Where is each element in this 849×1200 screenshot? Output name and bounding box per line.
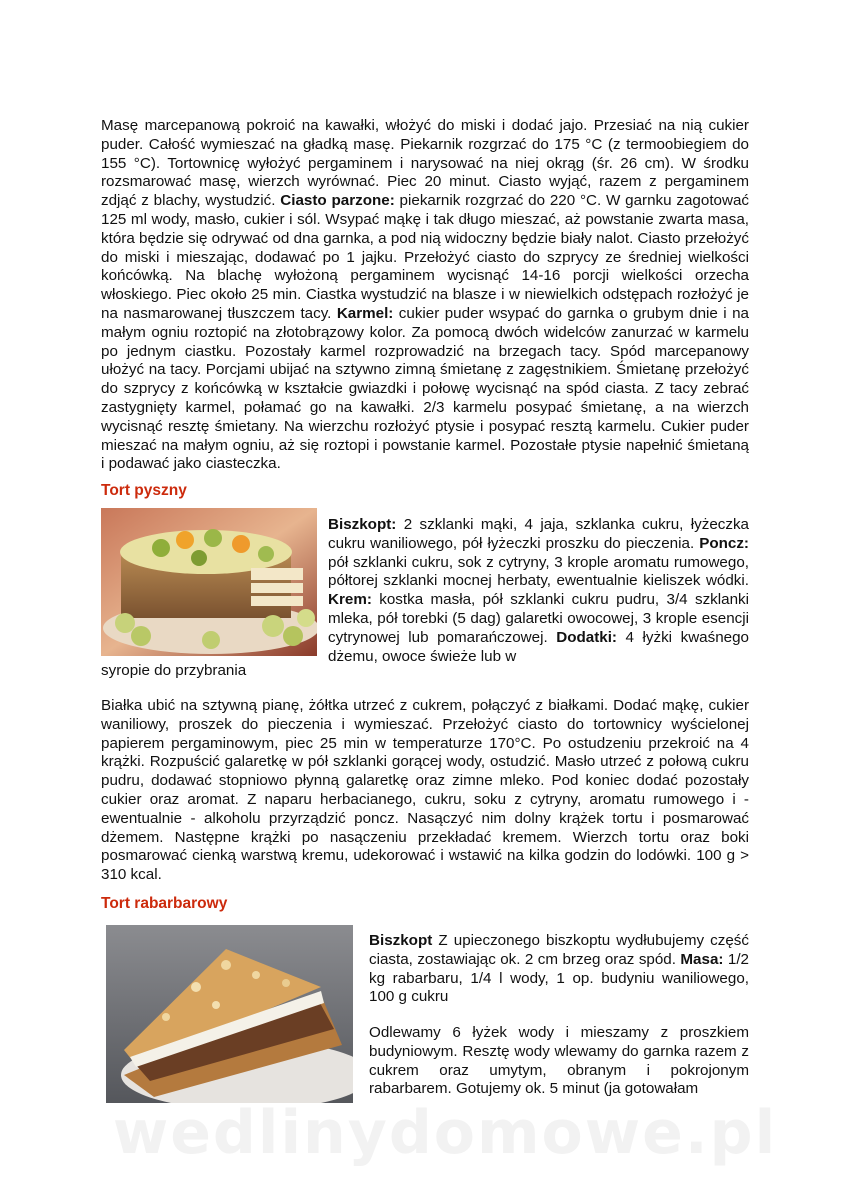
tort-pyszny-photo [101, 508, 317, 656]
label-ciasto-parzone: Ciasto parzone: [280, 192, 395, 210]
cake-slice-image [106, 925, 353, 1103]
tort-pyszny-method: Białka ubić na sztywną pianę, żółtka utrzeć z cukrem, połączyć z białkami. Dodać mąkę, cukier waniliowy, proszek do pieczenia i wymieszać. Przełożyć ciasto do tortownicy wyścielonej papierem pergaminowym, piec 25 min w temperaturze 170°C. Po ostudzeniu przekroić na 4 krążki. Rozpuścić galaretkę w pół szklanki gorącej wody, ostudzić. Masło utrzeć z połową cukru pudru, dodawać stopniowo płynną galaretkę oraz zimne mleko. Pod koniec dodać pozostały cukier oraz aromat. Z naparu herbacianego, cukru, soku z cytryny, aromatu rumowego i - ewentualnie - alkoholu przyrządzić poncz. Nasączyć nim dolny krążek tortu i posmarować dżemem. Następne krążki po nasączeniu przekładać kremem. Wierzch tortu oraz boki posmarować cienką warstwą kremu, udekorować i wstawić na kilka godzin do lodówki. 100 g > 310 kcal. [101, 697, 749, 884]
label-karmel: Karmel: [336, 304, 394, 322]
recipe-title-tort-pyszny: Tort pyszny [101, 482, 187, 499]
recipe-title-tort-rabarbarowy: Tort rabarbarowy [101, 895, 228, 912]
cake-image [101, 508, 317, 656]
site-watermark: wedlinydomowe.pl [112, 1098, 778, 1168]
tort-rabarbarowy-method: Odlewamy 6 łyżek wody i mieszamy z proszkiem budyniowym. Resztę wody wlewamy do garnka razem z cukrem oraz umytym, obranym i pokrojonym rabarbarem. Gotujemy ok. 5 minut (ja gotowałam [369, 1024, 749, 1098]
tort-pyszny-ingredients: Biszkopt: 2 szklanki mąki, 4 jaja, szklanka cukru, łyżeczka cukru waniliowego, pół łyżeczki proszku do pieczenia. Poncz: pół szklanki cukru, sok z cytryny, 3 krople aromatu rumowego, półtorej szklanki mocnej herbaty, ewentualnie kieliszek wódki. Krem: kostka masła, pół szklanki cukru pudru, 3/4 szklanki mleka, pół torebki (5 dag) galaretki owocowej, 3 krople esencji cytrynowej lub pomarańczowej. Dodatki: 4 łyżki kwaśnego dżemu, owoce świeże lub w [328, 516, 749, 665]
tort-pyszny-ingredients-end: syropie do przybrania [101, 662, 247, 679]
intro-paragraph: Masę marcepanową pokroić na kawałki, włożyć do miski i dodać jajo. Przesiać na nią cukier puder. Całość wymieszać na gładką masę. Piekarnik rozgrzać do 175 °C (z termoobiegiem do 155 °C). Tortownicę wyłożyć pergaminem i narysować na niej okrąg (śr. 26 cm). W środku rozsmarować masę, wierzch wyrównać. Piec 20 minut. Ciasto wyjąć, razem z pergaminem zdjąć z blachy, wystudzić. Ciasto parzone: piekarnik rozgrzać do 220 °C. W garnku zagotować 125 ml wody, masło, cukier i sól. Wsypać mąkę i tak długo mieszać, aż powstanie zwarta masa, która będzie się odrywać od dna garnka, a pod nią widoczny będzie biały nalot. Ciasto przełożyć do miski i mieszając, dodawać po 1 jajku. Przełożyć ciasto do szprycy ze średniej wielkości końcówką. Na blachę wyłożoną pergaminem wycisnąć 14-16 porcji wielkości orzecha włoskiego. Piec około 25 min. Ciastka wystudzić na blasze i w niewielkich odstępach rozłożyć je na nasmarowanej tłuszczem tacy. Karmel: cukier puder wsypać do garnka o grubym dnie i na małym ogniu roztopić na złotobrązowy kolor. Za pomocą dwóch widelców zanurzać w karmelu po jednym ciastku. Pozostały karmel rozprowadzić na brzegach tacy. Spód marcepanowy ułożyć na tacy. Porcjami ubijać na sztywno zimną śmietanę z zagęstnikiem. Śmietanę przełożyć do szprycy z końcówką w kształcie gwiazdki i połowę wycisnąć na spód ciasta. Z tacy zebrać zastygnięty karmel, połamać go na kawałki. 2/3 karmelu posypać śmietanę, a na wierzch wycisnąć resztę śmietany. Na wierzchu rozłożyć ptysie i posypać resztą karmelu. Cukier puder mieszać na małym ogniu, aż się roztopi i powstanie karmel. Pozostałe ptysie napełnić śmietaną i podawać jako ciasteczka. [101, 117, 749, 473]
tort-rabarbarowy-ingredients: Biszkopt Z upieczonego biszkoptu wydłubujemy część ciasta, zostawiając ok. 2 cm brzeg oraz spód. Masa: 1/2 kg rabarbaru, 1/4 l wody, 1 op. budyniu waniliowego, 100 g cukru [369, 932, 750, 1006]
tort-rabarbarowy-photo [106, 925, 353, 1103]
